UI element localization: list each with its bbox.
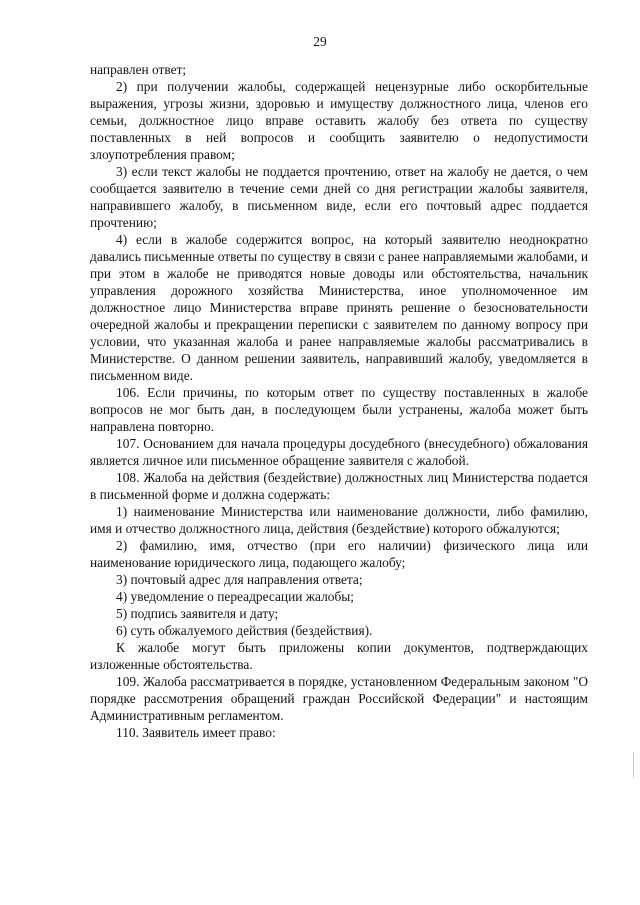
list-item-4: 4) уведомление о переадресации жалобы; bbox=[116, 589, 354, 604]
list-item-6: 6) суть обжалуемого действия (бездействия). bbox=[116, 623, 373, 638]
paragraph-106: 106. Если причины, по которым ответ по существу поставленных в жалобе вопросов не мог быть дан, в последующем были устранены, жалоба может быть направлена повторно. bbox=[90, 385, 588, 434]
page-number: 29 bbox=[313, 34, 327, 49]
list-item-1: 1) наименование Министерства или наименование должности, либо фамилию, имя и отчество должностного лица, действия (бездействие) которого обжалуются; bbox=[90, 504, 588, 536]
paragraph-109: 109. Жалоба рассматривается в порядке, установленном Федеральным законом "О порядке рассмотрения обращений граждан Российской Федерации" и настоящим Административным регламентом. bbox=[90, 674, 588, 723]
scan-margin-mark bbox=[633, 752, 634, 778]
list-item-3: 3) почтовый адрес для направления ответа; bbox=[116, 572, 363, 587]
paragraph-107: 107. Основанием для начала процедуры досудебного (внесудебного) обжалования является личное или письменное обращение заявителя с жалобой. bbox=[90, 436, 588, 468]
paragraph-item-2: 2) при получении жалобы, содержащей нецензурные либо оскорбительные выражения, угрозы жизни, здоровью и имуществу должностного лица, членов его семьи, должностное лицо вправе оставить жалобу без ответа по существу поставленных в ней вопросов и сообщить заявителю о недопустимости злоупотребления правом; bbox=[90, 79, 588, 162]
paragraph-110: 110. Заявитель имеет право: bbox=[116, 725, 276, 740]
paragraph-continuation: направлен ответ; bbox=[90, 62, 187, 77]
document-body bbox=[90, 61, 588, 741]
paragraph-108: 108. Жалоба на действия (бездействие) должностных лиц Министерства подается в письменной форме и должна содержать: bbox=[90, 470, 588, 502]
paragraph-item-4: 4) если в жалобе содержится вопрос, на который заявителю неоднократно давались письменные ответы по существу в связи с ранее направляемыми жалобами, и при этом в жалобе не приводятся новые доводы или обстоятельства, начальник управления дорожного хозяйства Министерства, иное уполномоченное им должностное лицо Министерства вправе принять решение о безосновательности очередной жалобы и прекращении переписки с заявителем по данному вопросу при условии, что указанная жалоба и ранее направляемые жалобы рассматривались в Министерстве. О данном решении заявитель, направивший жалобу, уведомляется в письменном виде. bbox=[90, 232, 588, 383]
paragraph-attachments: К жалобе могут быть приложены копии документов, подтверждающих изложенные обстоятельства. bbox=[90, 640, 588, 672]
paragraph-item-3: 3) если текст жалобы не поддается прочтению, ответ на жалобу не дается, о чем сообщается заявителю в течение семи дней со дня регистрации жалобы заявителя, направившего жалобу, в письменном виде, если его почтовый адрес поддается прочтению; bbox=[90, 164, 588, 230]
list-item-5: 5) подпись заявителя и дату; bbox=[116, 606, 279, 621]
list-item-2: 2) фамилию, имя, отчество (при его наличии) физического лица или наименование юридического лица, подающего жалобу; bbox=[90, 538, 588, 570]
